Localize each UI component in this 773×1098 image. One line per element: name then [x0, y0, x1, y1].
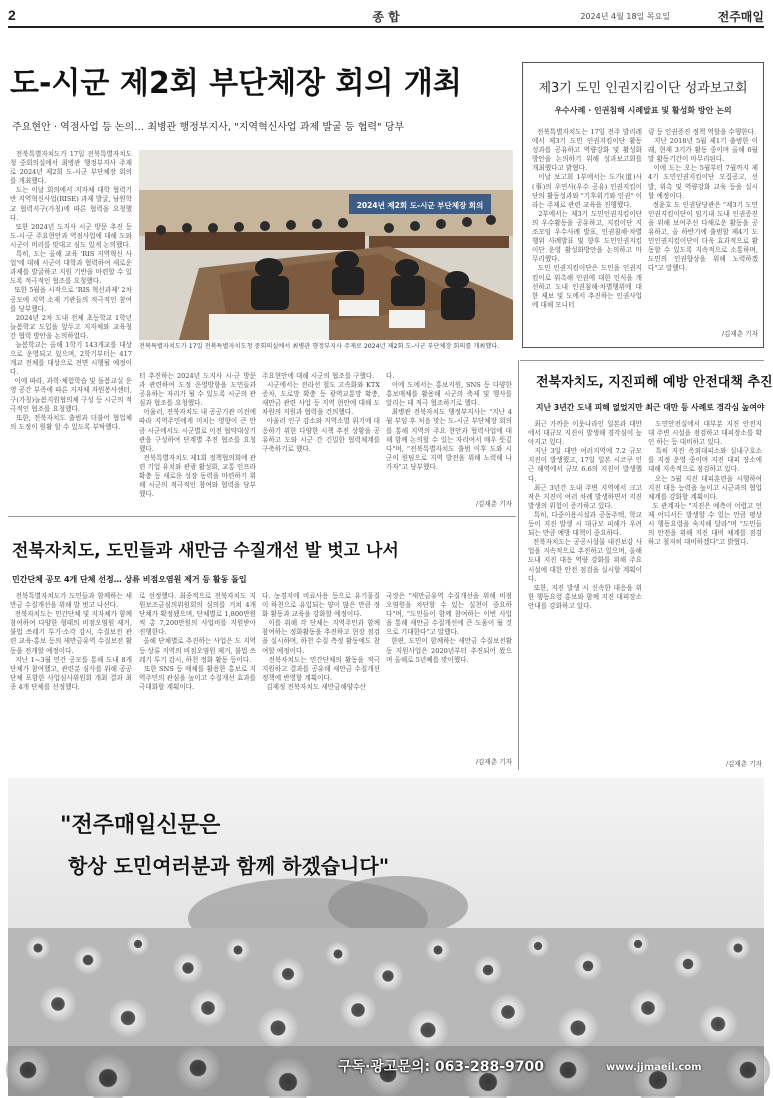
- box-headline: 제3기 도민 인권지킴이단 성과보고회: [538, 81, 748, 96]
- main-column-2: 터 추진하는 2024년 도지사 시·군 방문 과 관련하여 도정 운영방향을 도민들과 공유하는 자리가 될 수 있도록 시군의 관심과 협조를 요청했다. 아울러, 전북자치도 내 공공기관 이전에 따라 지역주민에게 미치는 영향이 큰 만큼 시군에서도 시군별로 이전 협약대상기관을 구성하여 단계별 추진 협조를 요청했다. 전북특별자치도 제1회 정책협의회에 관련 기업 유치와 관광 활성화, 교통 인프라 확충 등 새로운 성장 동력을 마련하기 위해 시군의 적극적인 참여와 협력을 당부했다.: [139, 372, 256, 499]
- disaster-column-1: 최근 가까운 이웃나라인 일본과 대만에서 대규모 지진이 발생해 경각심이 높아지고 있다. 지난 3일 대만 여러지역에 7.2 규모 지진이 발생했고, 17일 일본 시코쿠 인근 해역에서 규모 6.6의 지진이 발생했다. 최근 3년간 도내 주변 지역에서 크고 작은 지진이 여러 차례 발생하면서 지진 발생의 위험이 증가하고 있다. 특히, 다중이용시설과 공동주택, 학교 등이 지진 발생 시 대규모 피해가 우려되는 만큼 예방 대책이 중요하다. 전북자치도는 공공시설물 내진보강 사업을 지속적으로 추진하고 있으며, 올해 도내 지진 대응 역량 강화를 위해 주요 시설에 대한 안전 점검을 실시할 계획이다. 또한, 지진 발생 시 신속한 대응을 위한 행동요령 홍보와 함께 지진 대피장소 안내를 강화하고 있다.: [528, 420, 643, 610]
- page-number: 2: [8, 7, 16, 23]
- ad-slogan-line-1: "전주매일신문은: [60, 812, 221, 838]
- saemangeum-reporter: /김재춘 기자: [475, 758, 512, 766]
- divider: [8, 516, 516, 517]
- main-column-4: 다. 이에 도에서는 홍보지원, SNS 등 다양한 홍보매체를 활용해 시군의 축제 및 행사를 알리는 데 적극 협조하기로 했다. 최병관 전북자치도 행정부지사는 "지난 4월 부임 후 처음 맞는 도-시군 부단체장 회의를 통해 지역의 주요 현안과 협력사업에 대해 함께 논의할 수 있는 자리여서 매우 뜻깊다"며, "전북특별자치도 출범 이후 도와 시군이 원팀으로 지역 발전을 위해 노력해 나가자"고 당부했다.: [386, 372, 512, 471]
- box-column-1: 전북특별자치도는 17일 전주 발리레에서 제3기 도민 인권지킴이단 활동 성과를 공유하고 역량강화 및 활성화방안을 논의하기 위해 성과보고회를 개최했다고 밝혔다. 이날 보고회 1부에서는 도가(道)사(事)의 우연사(우수 공유) 인권지킴이단의 활동성과와 "기후위기와 인권" 이라는 주제로 관련 교육을 진행했다. 2부에서는 제3기 도민인권지킴이단의 우수활동을 공유하고, 지킴이단 지조모임 우수사례 발표, 인권침해·차별행위 사례발표 및 향후 도민인권지킴이단 운영 활성화방안을 논의하고 마무리했다. 도민 인권지킴이단은 도민을 인권지킴이로 위촉해 인권에 대한 인식을 개선하고 도내 인권침해·차별행위에 대한 제보 및 도에서 추진하는 인권사업에 대해 모니터: [532, 128, 642, 309]
- issue-date: 2024년 4월 18일 목요일: [580, 12, 670, 21]
- advertisement: [8, 778, 764, 1096]
- meeting-room-illustration: [139, 150, 513, 340]
- main-subhead: 주요현안 · 역점사업 등 논의… 최병관 행정부지사, "지역혁신사업 과제 발굴 등 협력" 당부: [12, 122, 405, 133]
- box-column-2: 링 등 인권증진 정책 역할을 수행한다. 지난 2018년 5월 제1기 출범한 이래, 현재 3기가 활동 중이며 올해 6월말 활동기간이 마무리된다. 이에 도는 오는 5월부터 7월까지 제4기 도민인권지킴이단 모집공고, 선발, 위촉 및 역량강화 교육 등을 실시할 예정이다. 정윤호 도 인권담당관은 "제3기 도민인권지킴이단이 임기내 도내 인권증진을 위해 보여주신 다채로운 활동을 공유하고, 올 하반기에 출범할 제4기 도민인권지킴이단이 더욱 효과적으로 활동할 수 있도록 지속적으로 소통하며, 도민의 인권향상을 위해 노력하겠다"고 말했다.: [648, 128, 758, 273]
- main-headline: 도-시군 제2회 부단체장 회의 개최: [10, 66, 462, 101]
- ad-slogan-line-2: 항상 도민여러분과 함께 하겠습니다": [68, 854, 390, 878]
- section-label: 종 합: [372, 10, 400, 24]
- saemangeum-column-1: 전북특별자치도가 도민들과 함께하는 새만금 수질개선을 위해 발 벗고 나선다. 전북자치도는 민간단체 및 지자체가 함께 참여하여 다양한 형태의 비점오염원 제거, 불법 쓰레기 투기·소각 감시, 수질보전 관련 교육·홍보 등의 새만금유역 수질보전 활동을 전개할 예정이다. 지난 1~3월 민간 공모를 통해 도내 8개 단체가 참여했고, 관련분 심사를 위해 공공단체 포함한 사업심사위원회 개최 결과 최종 4개 단체를 선정했다.: [10, 592, 132, 691]
- photo-banner-text: 2024년 제2회 도-시군 부단체장 회의: [356, 201, 484, 210]
- masthead: [8, 6, 764, 28]
- ad-website-url: www.jjmaeil.com: [606, 1062, 702, 1073]
- disaster-reporter: /김재춘 기자: [725, 760, 762, 768]
- column-divider: [518, 360, 519, 770]
- disaster-subhead: 지난 3년간 도내 피해 없었지만 최근 대만 등 사례로 경각심 높여야: [536, 403, 765, 412]
- paper-name: 전주매일: [717, 10, 764, 24]
- saemangeum-column-4: 국장은 "새만금유역 수질개선을 위해 비점오염원을 차단할 수 있는 실천이 중요하다"며, "도민들이 함께 참여하는 이번 사업을 통해 새만금 수질개선에 큰 도움이 될 것으로 기대한다"고 말했다. 한편, 도민이 함께하는 새만금 수질보전활동 지원사업은 2020년부터 추진되어 왔으며 올해로 5년째를 맞이했다.: [386, 592, 512, 664]
- divider: [520, 360, 764, 361]
- main-column-3: 주요현안에 대해 시군의 협조를 구했다. 시군에서는 전라선 철도 고속화와 KTX 증차, 도로망 확충 등 광역교통망 확충, 새만금 관련 사업 등 지역 현안에 대해 도 차원의 지원과 협력을 건의했다. 아울러 인구 감소와 지역소멸 위기에 대응하기 위한 다양한 시책 추진 상황을 공유하고 도와 시군 간 긴밀한 협력체계를 구축하기로 했다.: [262, 372, 380, 453]
- main-column-1: 전북특별자치도가 17일 전북특별자치도청 중회의실에서 최병관 행정부지사 주재로 2024년 제2회 도-시군 부단체장 회의를 개최했다. 도는 이날 회의에서 지자체 대학 협력기반 지역혁신사업(RISE) 과제 발굴, 남원학교 협력지구(가칭)에 따른 협력을 요청했다. 또한 2024년 도지사 시군 방문 추진 등 도-시·군 주요현안과 역점사업에 대해 도와 시군이 머리를 맞대고 심도 있게 논의했다. 특히, 도는 올해 교육 'RIS 지역혁신 사업'에 대해 시군이 대학과 협력하여 새로운 과제를 발굴하고 지원 기반을 마련할 수 있도록 적극적인 협조를 요청했다. 또한 5월을 시작으로 'RIS 혁신과제' 2차 공모에 지역 소재 기관들의 적극적인 참여를 당부했다. 2024년 2차 도내 전체 초등학교 1학년 늘봄학교 도입을 앞두고 지자체와 교육청 간 협력 방안을 논의하였다. 늘봄학교는 올해 1학기 143개교를 대상으로 운영되고 있으며, 2학기부터는 417개교 전체를 대상으로 전면 시행될 예정이다. 이에 따라, 과학·체험학습 및 돌봄교실 운영 공간 부족에 따른 지자체 자원봉사센터, 구(가칭)늘봄지원협의체 구성 등 시군의 적극적인 협조를 요청했다. 또한, 전북자치도 출범과 더불어 협업체의 도정이 원활 할 수 있도록 부탁했다.: [10, 150, 133, 431]
- box-subhead: 우수사례 · 인권침해 시례발표 및 활성화 방안 논의: [554, 106, 732, 115]
- saemangeum-subhead: 민간단체 공모 4개 단체 선정… 상류 비점오염원 제거 등 활동 돌입: [12, 575, 247, 584]
- box-reporter: /김재춘 기자: [721, 330, 758, 338]
- disaster-column-2: 도민안전실에서 대부분 지진 안전지 대 주변 시설을 점검하고 대피장소를 확인 하는 등 대비하고 있다. 특히 지진 옥외대피소와 실내구호소 를 지정 운영 중이며 지진 대피 장소에 대해 지속적으로 점검하고 있다. 오는 5월 지진 대피훈련을 시행하여 지진 대응 능력을 높이고 시군과의 협업 체계를 강화할 계획이다. 도 관계자는 "지진은 예측이 어렵고 언제 어디서든 발생할 수 있는 만큼 평상시 행동요령을 숙지해 달라"며 "도민들의 안전을 위해 지진 대비 체계를 점검하고 철저히 대비하겠다"고 밝혔다.: [648, 420, 762, 547]
- saemangeum-column-3: 다. 농경지에 비료사용 등으로 유기물질이 하천으로 유입되는 양이 많은 만큼 정화 활동과 교육을 강화할 예정이다. 이를 위해 각 단체는 지역주민과 함께 참여하는 정화활동을 추진하고 현장 점검을 실시하며, 하천 수질 측정 활동에도 참여할 예정이다. 전북자치도는 민간단체의 활동을 적극 지원하고 결과를 공유해 새만금 수질개선 정책에 반영할 계획이다. 김제정 전북자치도 새만금해양수산: [262, 592, 380, 691]
- disaster-headline: 전북자치도, 지진피해 예방 안전대책 추진: [536, 375, 773, 390]
- meeting-photo: [139, 150, 513, 340]
- saemangeum-column-2: 로 선정했다. 최종적으로 전북자치도 지원보조금심의위원회의 심의를 거쳐 4개 단체가 확정됐으며, 단체별로 1,800만원씩 총 7,200만원의 사업비를 지원받아 진행한다. 올해 단체별로 추진하는 사업은 도 지역 등 상류 지역의 비점오염원 제거, 불법 쓰레기 투기 감시, 하천 정화 활동 등이다. 또한 SNS 등 매체를 활용한 홍보로 지역주민의 관심을 높이고 수질개선 효과를 극대화할 계획이다.: [139, 592, 256, 691]
- saemangeum-headline: 전북자치도, 도민들과 새만금 수질개선 발 벗고 나서: [12, 541, 399, 561]
- photo-caption: 전북특별자치도가 17일 전북특별자치도청 중회의실에서 최병관 행정부지사 주재로 2024년 제2회 도-시군 부단체장 회의를 개최했다.: [139, 343, 500, 350]
- main-reporter: /김재춘 기자: [475, 500, 512, 508]
- ad-contact-phone: 구독·광고문의: 063-288-9700: [338, 1059, 544, 1075]
